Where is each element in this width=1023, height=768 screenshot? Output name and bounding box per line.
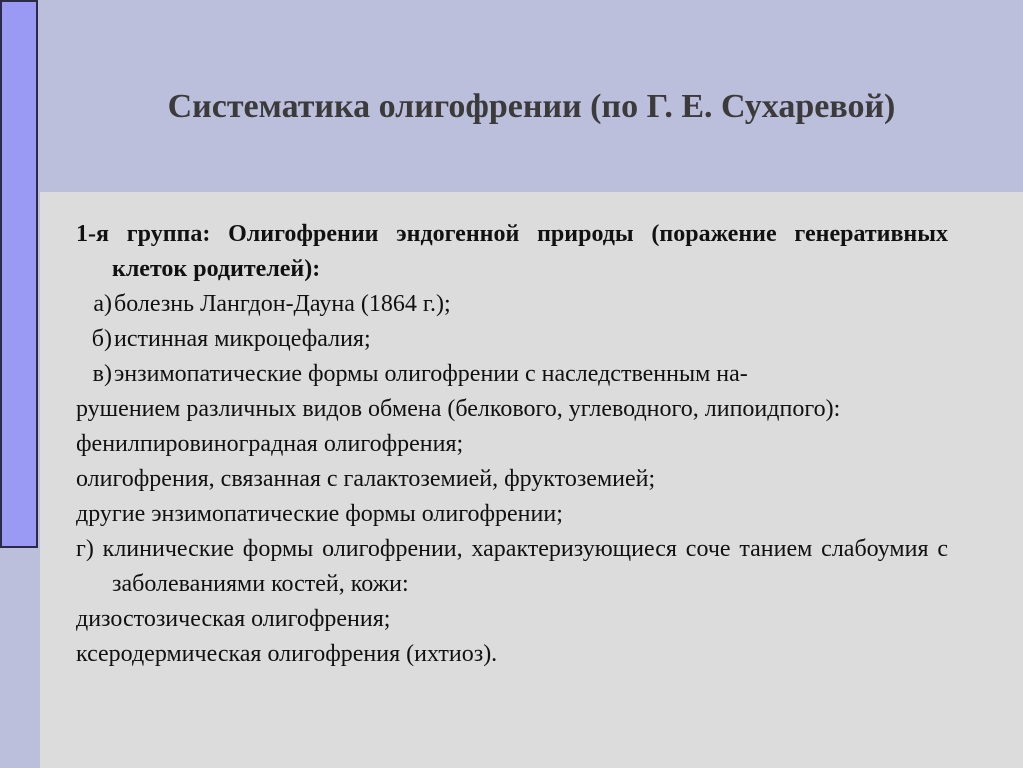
- list-item-v: [76, 357, 948, 392]
- group-heading: 1-я группа: Олигофрении эндогенной природы (поражение генеративных клеток родителей):: [76, 221, 948, 282]
- title-band: [40, 0, 1023, 192]
- decorative-side-bar: [0, 0, 38, 548]
- sub-item-galactosemia: олигофрения, связанная с галактоземией, фруктоземией;: [76, 466, 656, 492]
- sub-item-dysostosis: дизостозическая олигофрения;: [76, 606, 391, 632]
- list-item-g: г) клинические формы олигофрении, характеризующиеся соче танием слабоумия с заболеваниями костей, кожи:: [76, 536, 948, 597]
- list-item-text: болезнь Лангдон-Дауна (1864 г.);: [114, 291, 451, 317]
- list-item-v-continuation: рушением различных видов обмена (белкового, углеводного, липоидпого):: [76, 396, 841, 422]
- slide-title: Систематика олигофрении (по Г. Е. Сухаревой): [167, 88, 896, 125]
- list-marker: б): [91, 326, 112, 352]
- sub-item-other-enzymopathic: другие энзимопатические формы олигофрении;: [76, 501, 563, 527]
- slide-body: [76, 217, 948, 672]
- sub-item-phenylpyruvic: фенилпировиноградная олигофрения;: [76, 431, 464, 457]
- list-item-text: энзимопатические формы олигофрении с наследственным на-: [114, 361, 748, 387]
- list-item-text: истинная микроцефалия;: [114, 326, 371, 352]
- list-marker: в): [92, 361, 112, 387]
- list-marker: а): [93, 291, 112, 317]
- list-item-a: [76, 287, 948, 322]
- list-item-b: [76, 322, 948, 357]
- sub-item-xeroderma: ксеродермическая олигофрения (ихтиоз).: [76, 641, 498, 667]
